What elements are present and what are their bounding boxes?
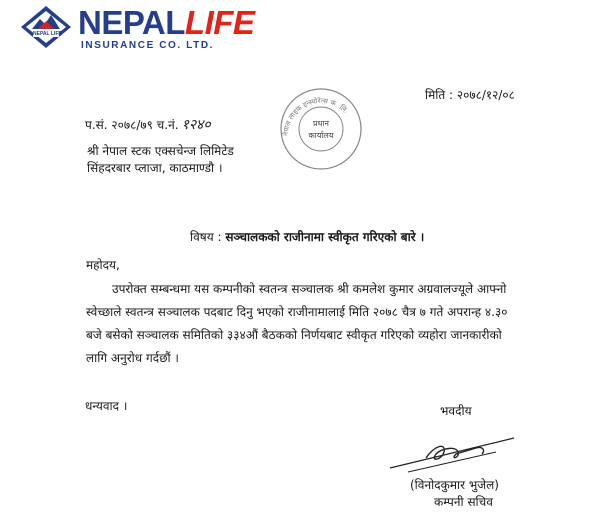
reference-text: प.सं. २०७८/७९ च.नं. bbox=[85, 118, 179, 132]
handwritten-number: १२४० bbox=[181, 117, 211, 133]
logo-caption: NEPAL LIFE bbox=[33, 31, 62, 37]
reference-line bbox=[85, 117, 211, 133]
body-line-3: बजे बसेको सञ्चालक समितिको ३३४औं बैठकको निर्णयबाट स्वीकृत गरिएको व्यहोरा जानकारीको bbox=[86, 328, 502, 342]
subject-text: सञ्चालकको राजीनामा स्वीकृत गरिएको बारे । bbox=[225, 230, 425, 244]
subject-line bbox=[190, 229, 424, 245]
office-stamp bbox=[278, 86, 364, 172]
handwritten-signature bbox=[386, 428, 518, 478]
signer-title: कम्पनी सचिव bbox=[434, 495, 493, 509]
subject-label: विषय : bbox=[190, 230, 222, 244]
brand-life: LIFE bbox=[184, 4, 255, 41]
stamp-ring-text: नेपाल लाइफ इन्स्योरेन्स कं. लि. bbox=[281, 96, 350, 137]
thanks-text: धन्यवाद । bbox=[85, 399, 128, 413]
body-line-4: लागि अनुरोध गर्दछौं । bbox=[86, 351, 179, 365]
letter-date: मिति : २०७८/१२/०८ bbox=[425, 88, 515, 102]
stamp-center-2: कार्यालय bbox=[308, 131, 334, 140]
brand-name bbox=[78, 4, 254, 42]
body-line-2: स्वेच्छाले स्वतन्त्र सञ्चालक पदबाट दिनु भएको राजीनामालाई मिति २०७८ चैत्र ७ गते अपरान्ह ४.३० bbox=[86, 305, 508, 319]
recipient-line-2: सिंहदरबार प्लाजा, काठमाण्डौ । bbox=[87, 161, 223, 175]
signer-name: (विनोदकुमार भुजेल) bbox=[410, 478, 499, 492]
closing-text: भवदीय bbox=[440, 404, 472, 418]
body-line-1: उपरोक्त सम्बन्धमा यस कम्पनीको स्वतन्त्र सञ्चालक श्री कमलेश कुमार अग्रवालज्यूले आफ्नो bbox=[112, 282, 507, 296]
salutation: महोदय, bbox=[86, 258, 120, 272]
brand-subtitle: INSURANCE CO. LTD. bbox=[81, 40, 215, 51]
brand-nepal: NEPAL bbox=[78, 4, 185, 41]
company-logo bbox=[20, 5, 72, 49]
recipient-line-1: श्री नेपाल स्टक एक्सचेन्ज लिमिटेड bbox=[87, 144, 234, 158]
stamp-center-1: प्रधान bbox=[313, 119, 329, 128]
